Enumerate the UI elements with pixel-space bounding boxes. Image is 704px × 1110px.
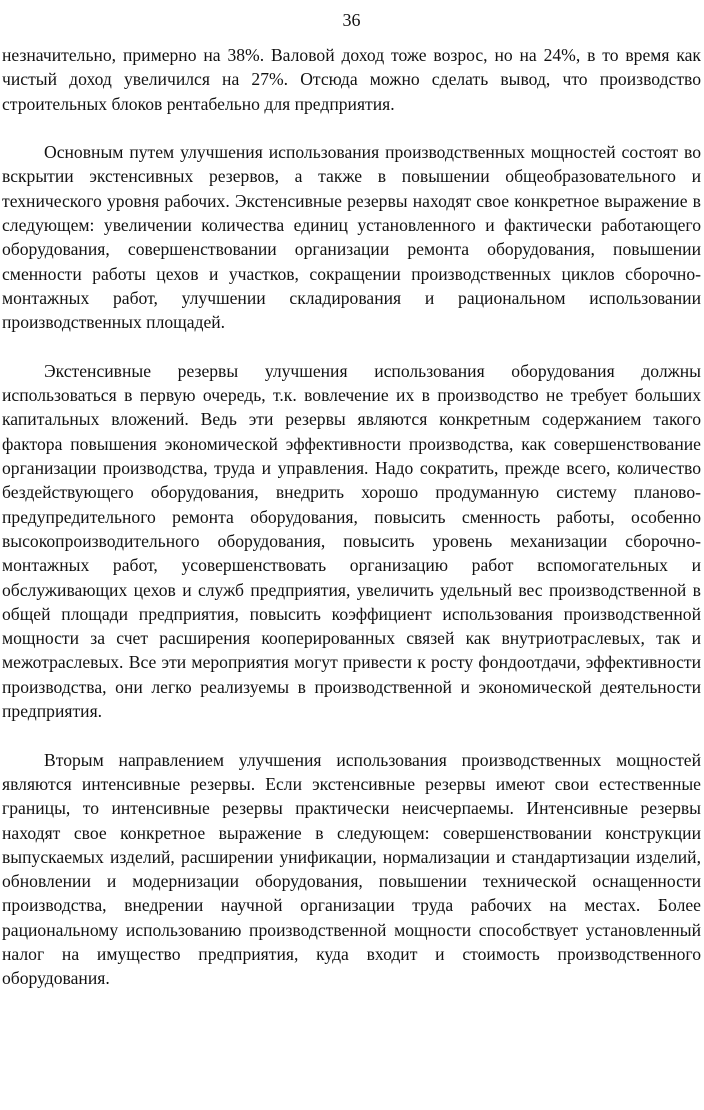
paragraph-gap xyxy=(2,116,701,140)
paragraph-2: Основным путем улучшения использования производственных мощностей состоят во вскрытии экстенсивных резервов, а также в повышении общеобразовательного и технического уровня рабочих. Экстенсивные резервы находят свое конкретное выражение в следующем: увеличении количества единиц установленного и фактически работающего оборудования, совершенствовании организации ремонта оборудования, повышении сменности работы цехов и участков, сокращении производственных циклов сборочно-монтажных работ, улучшении складирования и рациональном использовании производственных площадей. xyxy=(2,142,701,333)
page-number: 36 xyxy=(342,10,361,30)
paragraph-1: незначительно, примерно на 38%. Валовой доход тоже возрос, но на 24%, в то время как чистый доход увеличился на 27%. Отсюда можно сделать вывод, что производство строительных блоков рентабельно для предприятия. xyxy=(2,45,701,114)
paragraph-4: Вторым направлением улучшения использования производственных мощностей являются интенсивные резервы. Если экстенсивные резервы имеют свои естественные границы, то интенсивные резервы практически неисчерпаемы. Интенсивные резервы находят свое конкретное выражение в следующем: совершенствовании конструкции выпускаемых изделий, расширении унификации, нормализации и стандартизации изделий, обновлении и модернизации оборудования, повышении технической оснащенности производства, внедрении научной организации труда рабочих на местах. Более рациональному использованию производственной мощности способствует установленный налог на имущество предприятия, куда входит и стоимость производственного оборудования. xyxy=(2,749,701,989)
paragraph-3: Экстенсивные резервы улучшения использования оборудования должны использоваться в первую очередь, т.к. вовлечение их в производство не требует больших капитальных вложений. Ведь эти резервы являются конкретным содержанием такого фактора повышения экономической эффективности производства, как совершенствование организации производства, труда и управления. Надо сократить, прежде всего, количество бездействующего оборудования, внедрить хорошо продуманную систему планово-предупредительного ремонта оборудования, повысить сменность работы, особенно высокопроизводительного оборудования, повысить уровень механизации сборочно-монтажных работ, усовершенствовать организацию работ вспомогательных и обслуживающих цехов и служб предприятия, увеличить удельный вес производственной в общей площади предприятия, повысить коэффициент использования производственной мощности за счет расширения кооперированных связей как внутриотраслевых, так и межотраслевых. Все эти мероприятия могут привести к росту фондоотдачи, эффективности производства, они легко реализуемы в производственной и экономической деятельности предприятия. xyxy=(2,360,701,722)
paragraph-gap xyxy=(2,723,701,747)
paragraph-gap xyxy=(2,335,701,359)
